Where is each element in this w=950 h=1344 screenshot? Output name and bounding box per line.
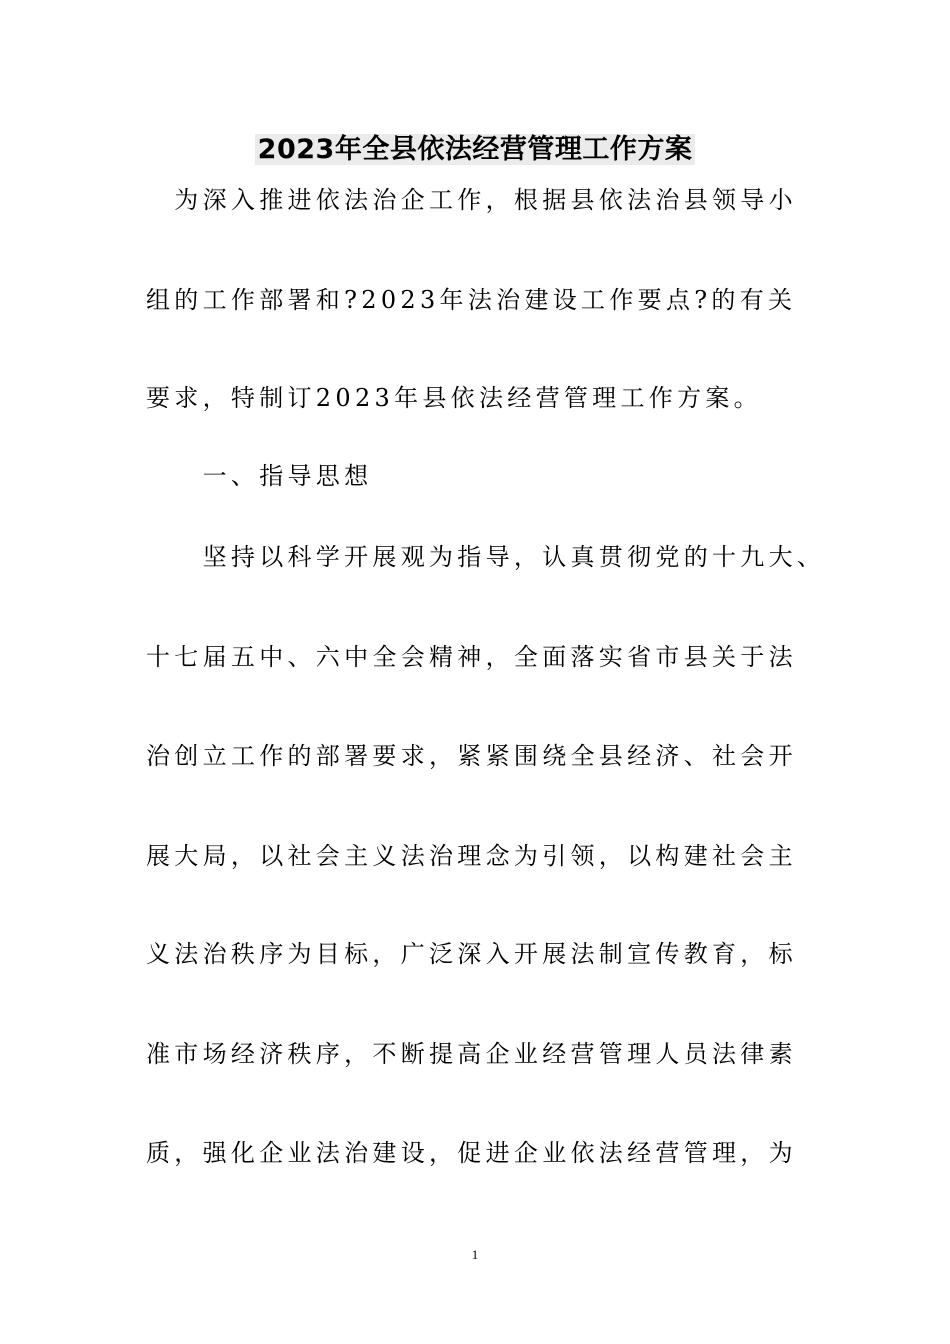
paragraph-line: 为深入推进依法治企工作，根据县依法治县领导小 xyxy=(146,186,797,214)
paragraph-line: 组的工作部署和?2023年法治建设工作要点?的有关 xyxy=(146,286,797,314)
paragraph-line: 义法治秩序为目标，广泛深入开展法制宣传教育，标 xyxy=(146,940,797,968)
document-title-text: 2023年全县依法经营管理工作方案 xyxy=(255,134,696,165)
page-number: 1 xyxy=(471,1247,479,1262)
paragraph-line: 质，强化企业法治建设，促进企业依法经营管理，为 xyxy=(146,1139,797,1167)
paragraph-line: 要求，特制订2023年县依法经营管理工作方案。 xyxy=(146,384,762,412)
paragraph-line: 治创立工作的部署要求，紧紧围绕全县经济、社会开 xyxy=(146,742,797,770)
paragraph-line: 展大局，以社会主义法治理念为引领，以构建社会主 xyxy=(146,842,797,870)
paragraph-line: 坚持以科学开展观为指导，认真贯彻党的十九大、 xyxy=(146,543,826,571)
section-heading: 一、指导思想 xyxy=(146,462,373,490)
paragraph-line: 准市场经济秩序，不断提高企业经营管理人员法律素 xyxy=(146,1040,797,1068)
paragraph-line: 十七届五中、六中全会精神，全面落实省市县关于法 xyxy=(146,643,797,671)
document-title xyxy=(0,132,950,168)
